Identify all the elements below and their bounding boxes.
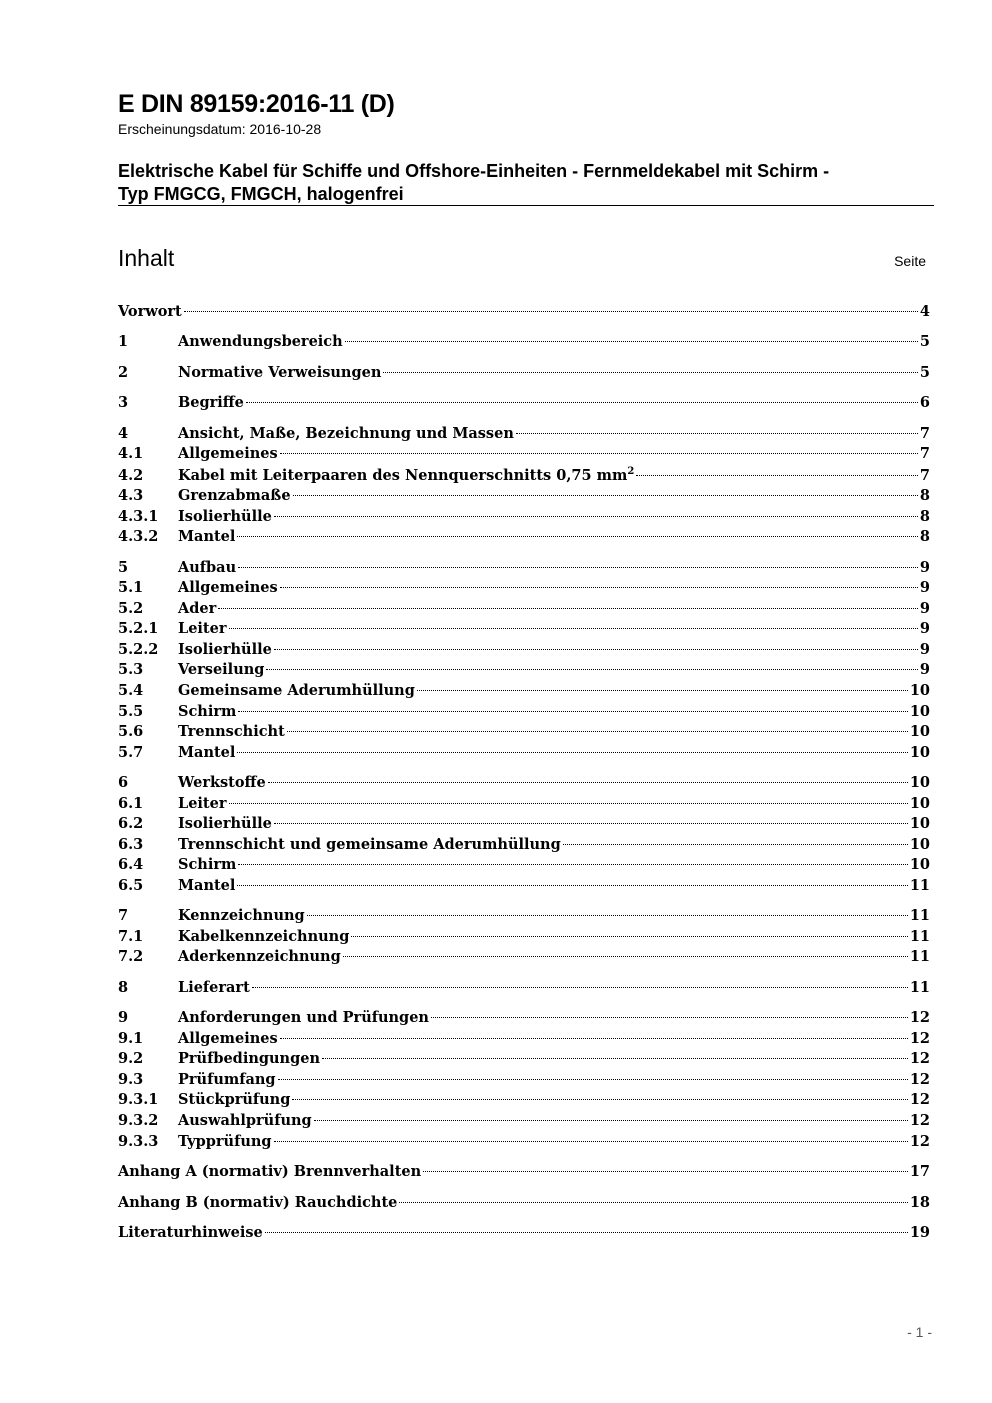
toc-entry-number: 5.2 [118,600,144,617]
toc-entry-title: Kennzeichnung [178,907,305,924]
toc-entry-page: 10 [909,836,930,853]
toc-dot-leader [266,669,917,670]
toc-entry[interactable] [118,1091,930,1111]
toc-entry[interactable] [118,1194,930,1214]
toc-dot-leader [274,516,918,517]
toc-entry-title: Isolierhülle [178,815,272,832]
toc-entry[interactable] [118,1224,930,1244]
toc-entry-title: Anwendungsbereich [178,333,343,350]
toc-entry-number: 5.5 [118,703,144,720]
toc-dot-leader [292,1099,907,1100]
toc-entry-page: 18 [909,1194,930,1211]
toc-entry-title: Leiter [178,620,227,637]
toc-entry-number: 9.1 [118,1030,144,1047]
toc-dot-leader [268,782,908,783]
toc-entry-page: 7 [919,425,930,442]
toc-entry-title: Allgemeines [178,445,278,462]
toc-entry-title: Begriffe [178,394,244,411]
toc-entry-title: Normative Verweisungen [178,364,382,381]
toc-entry[interactable] [118,445,930,465]
toc-entry[interactable] [118,620,930,640]
toc-dot-leader [417,690,908,691]
toc-entry[interactable] [118,333,930,353]
toc-dot-leader [345,341,918,342]
toc-entry-title: Vorwort [118,303,182,320]
toc-dot-leader [237,536,917,537]
toc-entry[interactable] [118,641,930,661]
toc-entry[interactable] [118,579,930,599]
toc-dot-leader [278,1079,908,1080]
page-column-label: Seite [894,253,926,269]
toc-entry-title: Leiter [178,795,227,812]
toc-entry-page: 10 [909,856,930,873]
document-id: E DIN 89159:2016-11 (D) [118,90,395,118]
toc-entry-page: 10 [909,703,930,720]
toc-dot-leader [238,567,918,568]
toc-entry-title: Kabelkennzeichnung [178,928,350,945]
toc-entry[interactable] [118,1071,930,1091]
toc-dot-leader [293,495,918,496]
toc-entry-number: 1 [118,333,129,350]
toc-entry[interactable] [118,600,930,620]
toc-dot-leader [229,803,908,804]
toc-entry-page: 10 [909,795,930,812]
toc-entry-number: 6.5 [118,877,144,894]
toc-entry[interactable] [118,877,930,897]
toc-entry[interactable] [118,1112,930,1132]
toc-entry-number: 2 [118,364,129,381]
toc-dot-leader [280,1038,908,1039]
publication-date: Erscheinungsdatum: 2016-10-28 [118,121,322,137]
toc-entry-page: 9 [919,641,930,658]
toc-entry-page: 6 [919,394,930,411]
toc-entry-number: 6 [118,774,129,791]
toc-entry-page: 11 [909,928,930,945]
toc-entry[interactable] [118,559,930,579]
toc-entry[interactable] [118,303,930,323]
toc-entry[interactable] [118,364,930,384]
toc-entry[interactable] [118,394,930,414]
toc-entry[interactable] [118,723,930,743]
toc-entry-superscript: 2 [627,466,635,477]
toc-entry-title: Lieferart [178,979,250,996]
toc-entry-number: 3 [118,394,129,411]
toc-entry[interactable] [118,928,930,948]
toc-entry-number: 5.3 [118,661,144,678]
toc-dot-leader [238,711,907,712]
toc-entry-page: 8 [919,487,930,504]
toc-entry-title: Ader [178,600,217,617]
toc-entry-number: 4.1 [118,445,144,462]
toc-entry[interactable] [118,466,930,486]
toc-dot-leader [280,453,918,454]
toc-entry-page: 12 [909,1009,930,1026]
toc-dot-leader [431,1017,908,1018]
toc-dot-leader [218,608,918,609]
toc-dot-leader [237,885,907,886]
toc-entry-page: 8 [919,508,930,525]
document-title-line-2: Typ FMGCG, FMGCH, halogenfrei [118,184,404,204]
toc-entry-title: Anforderungen und Prüfungen [178,1009,429,1026]
title-rule [118,205,934,206]
toc-entry-title: Schirm [178,856,237,873]
toc-entry-page: 10 [909,682,930,699]
toc-entry-page: 5 [919,364,930,381]
toc-entry-page: 12 [909,1091,930,1108]
toc-entry-title: Anhang A (normativ) Brennverhalten [118,1163,422,1180]
toc-entry[interactable] [118,979,930,999]
toc-entry-page: 11 [909,907,930,924]
toc-entry-page: 11 [909,948,930,965]
toc-entry[interactable] [118,661,930,681]
toc-entry-page: 4 [919,303,930,320]
toc-entry-title: Auswahlprüfung [178,1112,312,1129]
toc-entry-title: Prüfbedingungen [178,1050,321,1067]
toc-entry-title: Allgemeines [178,579,278,596]
toc-dot-leader [322,1058,908,1059]
toc-entry-number: 4.2 [118,466,144,484]
toc-entry-number: 4.3.1 [118,508,159,525]
toc-entry-number: 5.4 [118,682,144,699]
toc-entry-page: 9 [919,661,930,678]
toc-entry[interactable] [118,815,930,835]
toc-entry-page: 10 [909,774,930,791]
toc-dot-leader [423,1171,908,1172]
toc-dot-leader [636,475,918,476]
toc-entry-number: 7.1 [118,928,144,945]
toc-entry-title: Aderkennzeichnung [178,948,341,965]
toc-entry-title: Ansicht, Maße, Bezeichnung und Massen [178,425,514,442]
toc-entry-page: 5 [919,333,930,350]
toc-entry[interactable] [118,1163,930,1183]
toc-entry-title: Werkstoffe [178,774,266,791]
toc-entry-number: 6.3 [118,836,144,853]
toc-entry-title: Allgemeines [178,1030,278,1047]
toc-entry-page: 7 [919,445,930,462]
toc-entry-page: 11 [909,877,930,894]
toc-entry-number: 8 [118,979,129,996]
toc-entry-number: 5 [118,559,129,576]
toc-entry-page: 10 [909,744,930,761]
page-number: - 1 - [907,1324,932,1340]
toc-entry-number: 9.3.3 [118,1133,159,1150]
toc-entry-page: 9 [919,559,930,576]
toc-entry-title: Literaturhinweise [118,1224,263,1241]
toc-entry-page: 8 [919,528,930,545]
toc-entry-page: 12 [909,1030,930,1047]
toc-dot-leader [399,1202,907,1203]
toc-entry-page: 11 [909,979,930,996]
toc-entry[interactable] [118,508,930,528]
toc-entry[interactable] [118,487,930,507]
toc-dot-leader [287,731,908,732]
toc-entry[interactable] [118,774,930,794]
toc-entry-title: Grenzabmaße [178,487,291,504]
toc-dot-leader [274,649,918,650]
toc-entry-number: 9.2 [118,1050,144,1067]
toc-entry-title: Schirm [178,703,237,720]
document-title [118,160,934,206]
toc-entry[interactable] [118,1050,930,1070]
toc-entry-page: 17 [909,1163,930,1180]
toc-entry-page: 9 [919,620,930,637]
toc-dot-leader [252,987,908,988]
toc-entry-title: Prüfumfang [178,1071,276,1088]
toc-entry-page: 19 [909,1224,930,1241]
toc-entry[interactable] [118,1009,930,1029]
toc-entry[interactable] [118,1133,930,1153]
toc-entry-number: 7 [118,907,129,924]
toc-entry-number: 7.2 [118,948,144,965]
toc-dot-leader [280,587,918,588]
toc-dot-leader [307,915,908,916]
toc-dot-leader [516,433,918,434]
toc-entry-title: Isolierhülle [178,508,272,525]
toc-entry[interactable] [118,1030,930,1050]
toc-entry-number: 9.3.1 [118,1091,159,1108]
toc-entry-page: 12 [909,1071,930,1088]
toc-dot-leader [229,628,918,629]
toc-entry-page: 12 [909,1133,930,1150]
toc-entry-title: Stückprüfung [178,1091,291,1108]
toc-dot-leader [314,1120,908,1121]
toc-entry-page: 9 [919,600,930,617]
toc-dot-leader [351,936,907,937]
toc-entry-title: Typprüfung [178,1133,272,1150]
toc-entry-number: 6.1 [118,795,144,812]
toc-entry[interactable] [118,744,930,764]
toc-dot-leader [563,844,908,845]
toc-entry-number: 9 [118,1009,129,1026]
toc-entry-page: 7 [919,466,930,484]
toc-entry-number: 4 [118,425,129,442]
toc-entry[interactable] [118,703,930,723]
toc-entry-page: 10 [909,723,930,740]
toc-dot-leader [274,1141,908,1142]
toc-entry[interactable] [118,948,930,968]
toc-entry[interactable] [118,836,930,856]
toc-entry-number: 5.2.1 [118,620,159,637]
toc-dot-leader [238,864,907,865]
document-title-line-1: Elektrische Kabel für Schiffe und Offshore-Einheiten - Fernmeldekabel mit Schirm - [118,161,830,181]
toc-entry-number: 9.3.2 [118,1112,159,1129]
toc-entry[interactable] [118,856,930,876]
toc-entry-number: 5.2.2 [118,641,159,658]
toc-entry-title: Trennschicht [178,723,285,740]
toc-dot-leader [246,402,918,403]
toc-entry[interactable] [118,425,930,445]
toc-entry-title: Verseilung [178,661,265,678]
toc-entry-title: Aufbau [178,559,237,576]
toc-entry-number: 4.3.2 [118,528,159,545]
toc-entry-page: 12 [909,1112,930,1129]
toc-entry-title: Anhang B (normativ) Rauchdichte [118,1194,398,1211]
toc-entry-number: 4.3 [118,487,144,504]
toc-dot-leader [343,956,908,957]
toc-entry-page: 10 [909,815,930,832]
toc-entry[interactable] [118,907,930,927]
toc-dot-leader [237,752,907,753]
toc-entry-number: 5.7 [118,744,144,761]
toc-entry[interactable] [118,795,930,815]
toc-entry[interactable] [118,528,930,548]
toc-heading: Inhalt [118,245,175,271]
toc-entry-number: 6.2 [118,815,144,832]
toc-entry-title: Mantel [178,877,236,894]
toc-entry-title: Trennschicht und gemeinsame Aderumhüllung [178,836,561,853]
toc-entry-page: 12 [909,1050,930,1067]
toc-dot-leader [184,311,918,312]
toc-entry-number: 5.1 [118,579,144,596]
toc-entry-title: Isolierhülle [178,641,272,658]
toc-entry-number: 9.3 [118,1071,144,1088]
toc-entry-title: Gemeinsame Aderumhüllung [178,682,415,699]
toc-dot-leader [265,1232,908,1233]
toc-entry-number: 5.6 [118,723,144,740]
toc-entry[interactable] [118,682,930,702]
toc-dot-leader [383,372,918,373]
toc-entry-title: Mantel [178,528,236,545]
toc-entry-number: 6.4 [118,856,144,873]
toc-dot-leader [274,823,908,824]
toc-entry-page: 9 [919,579,930,596]
toc-entry-title: Kabel mit Leiterpaaren des Nennquerschnitts 0,75 $mm^2$ [178,466,635,484]
toc-entry-title: Mantel [178,744,236,761]
